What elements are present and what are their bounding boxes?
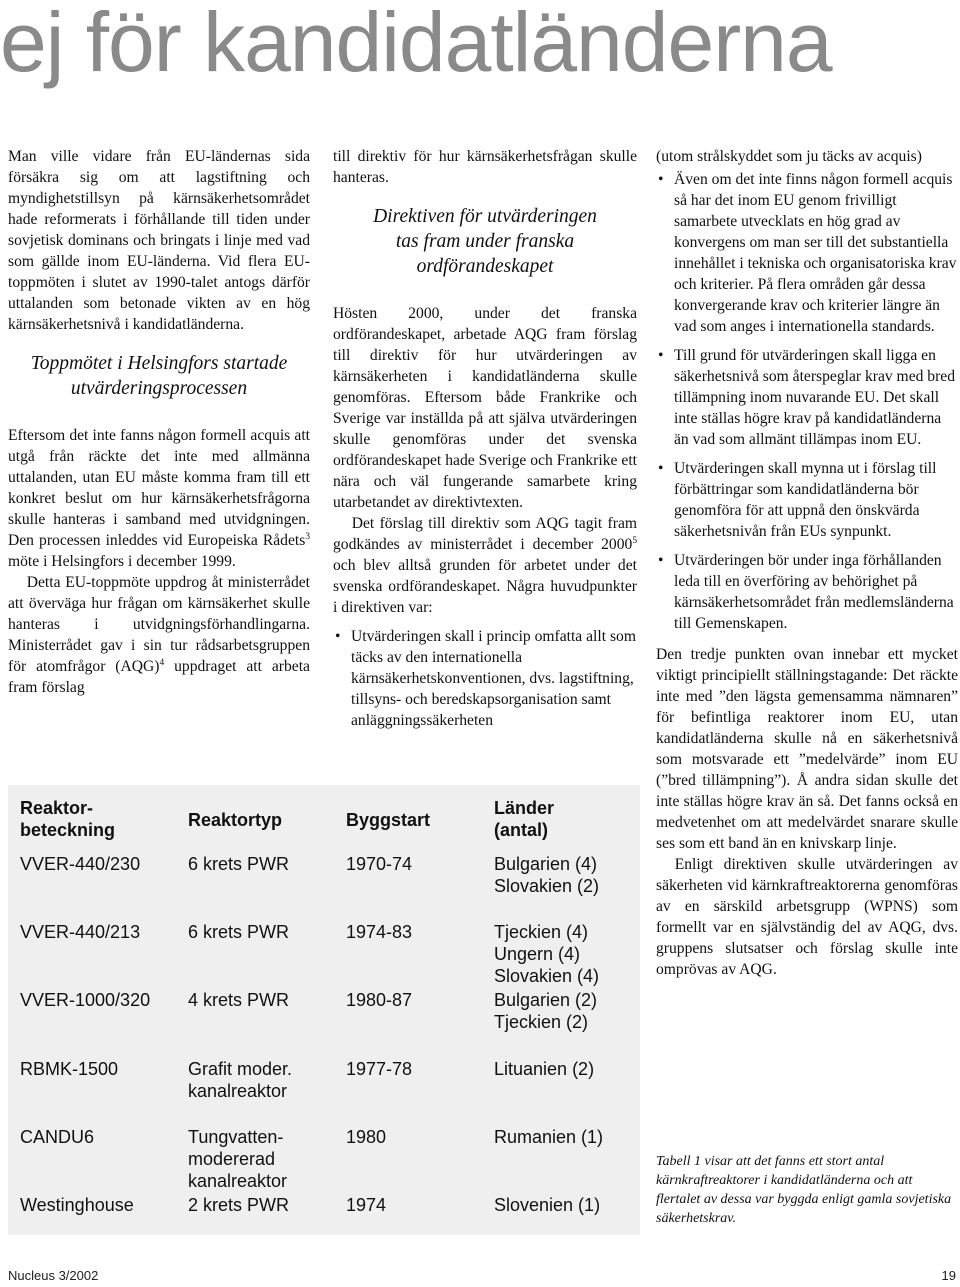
paragraph: till direktiv för hur kärnsäkerhetsfrågan skulle hanteras. — [333, 148, 637, 186]
section-heading — [333, 204, 637, 279]
footer-page-number: 19 — [941, 1268, 956, 1283]
table-cell-type — [188, 1126, 287, 1192]
text-column-3 — [656, 146, 958, 980]
header-line: (antal) — [494, 820, 548, 840]
country-line: Bulgarien (4) — [494, 854, 598, 874]
table-cell-start: 1974 — [346, 1195, 387, 1215]
heading-line: tas fram under franska — [395, 231, 575, 252]
table-cell-countries — [494, 853, 599, 897]
table-cell-countries — [494, 1194, 600, 1216]
paragraph: Hösten 2000, under det franska ordförandeskapet, arbetade AQG fram förslag till direktiv för hur utvärderingen av kärnsäkerheten i kandidatländerna skulle genomföras. Eftersom både Frankrike och Sverige var inställda på att själva utvärderingen skulle genomföras under det svenska ordförandeskapet hade Sverige och Frankrike ett nära och väl fungerande samarbete kring utarbetandet av direktivtexten. — [333, 305, 637, 511]
paragraph-text: Detta EU-toppmöte uppdrog åt ministerrådet att överväga hur frågan om kärnsäkerhet skulle hanteras i utvidgningsförhandlingarna. Ministerrådet gav i sin tur rådsarbetsgruppen för atomfrågor (AQG) — [8, 574, 310, 675]
type-line: Grafit moder. — [188, 1059, 293, 1079]
table-cell-type: 4 krets PWR — [188, 990, 290, 1010]
paragraph — [8, 425, 310, 572]
table-cell-countries — [494, 1126, 603, 1148]
reactor-table — [8, 785, 640, 1235]
table-cell-designation: CANDU6 — [20, 1127, 95, 1147]
type-line: kanalreaktor — [188, 1081, 288, 1101]
table-cell-designation: Westinghouse — [20, 1195, 134, 1215]
header-line: Reaktor- — [20, 798, 94, 818]
table-cell-countries — [494, 1058, 594, 1080]
table-cell-type: 2 krets PWR — [188, 1195, 290, 1215]
country-line: Tjeckien (2) — [494, 1012, 589, 1032]
country-line: Slovakien (4) — [494, 966, 600, 986]
paragraph-text: och blev alltså grunden för arbetet under det svenska ordförandeskapet. Några huvudpunkter i direktiven var: — [333, 557, 637, 616]
country-line: Lituanien (2) — [494, 1059, 595, 1079]
country-line: Slovenien (1) — [494, 1195, 601, 1215]
section-heading — [8, 351, 310, 401]
heading-line: utvärderingsprocessen — [70, 378, 248, 399]
paragraph-text: Eftersom det inte fanns någon formell acquis att utgå från räckte det inte med allmänna uttalanden, utan EU måste komma fram till ett konkret beslut om hur kärnsäkerhetsfrågorna skulle hanteras i samband med utvidgningen. Den processen inleddes vid Europeiska Rådets — [8, 427, 310, 549]
table-cell-start: 1970-74 — [346, 854, 413, 874]
footnote-ref: 3 — [305, 531, 310, 542]
paragraph: (utom strålskyddet som ju täcks av acquis) — [656, 148, 922, 165]
paragraph: Den tredje punkten ovan innebar ett mycket viktigt principiellt ställningstagande: Det räckte inte med ”den lägsta gemensamma nämnaren” för befintliga reaktorer inom EU, utan kandidatländerna skulle nå en säkerhetsnivå som motsvarade ett ”medelvärde” inom EU (”bred tillämpning”). Å andra sidan skulle det inte ställas högre krav än så. Det fanns också en medvetenhet om att medelvärdet snarare skulle ses som ett band än en knivskarp linje. — [656, 646, 958, 852]
table-cell-countries — [494, 921, 599, 987]
text-column-2 — [333, 146, 637, 741]
type-line: kanalreaktor — [188, 1171, 288, 1191]
header-line: Länder — [494, 798, 555, 818]
table-cell-designation: VVER-1000/320 — [20, 990, 151, 1010]
table-header-start: Byggstart — [346, 810, 431, 830]
heading-line: Direktiven för utvärderingen — [373, 206, 597, 227]
table-cell-type — [188, 1058, 292, 1102]
paragraph-text: uppdraget att arbeta fram förslag — [8, 658, 310, 696]
table-caption: Tabell 1 visar att det fanns ett stort antal kärnkraftreaktorer i kandidatländerna och att flertalet av dessa var byggda enligt gamla sovjetiska säkerhetskrav. — [656, 1154, 952, 1226]
type-line: Tungvatten- — [188, 1127, 284, 1147]
table-cell-start: 1977-78 — [346, 1059, 413, 1079]
bullet-item: • Utvärderingen bör under inga förhållanden leda till en överföring av behörighet på kärnsäkerhetsområdet från medlemsländerna till Gemenskapen. — [656, 550, 958, 634]
paragraph — [333, 513, 637, 618]
country-line: Rumanien (1) — [494, 1127, 604, 1147]
header-line: beteckning — [20, 820, 116, 840]
table-cell-designation: VVER-440/230 — [20, 854, 141, 874]
table-cell-type: 6 krets PWR — [188, 922, 290, 942]
country-line: Bulgarien (2) — [494, 990, 598, 1010]
bullet-list — [656, 169, 958, 634]
page-banner-title: ej för kandidatländerna — [0, 0, 832, 89]
paragraph: Enligt direktiven skulle utvärderingen av säkerheten vid kärnkraftreaktorerna genomföras av en särskild arbetsgrupp (WPNS) som formellt var en självständig del av AQG, dvs. gruppens slutsatser och förslag skulle inte omprövas av AQG. — [656, 856, 958, 978]
footnote-ref: 4 — [159, 657, 165, 668]
bullet-item: • Även om det inte finns någon formell acquis så har det inom EU genom frivilligt samarbete utvecklats en hög grad av konvergens om man ser till det substantiella innehållet i tekniska och organisatoriska krav och kriterier. På flera områden går dessa konvergerande krav och kriterier längre än vad som anges i internationella standards. — [656, 169, 958, 337]
table-cell-countries — [494, 989, 597, 1033]
text-column-1 — [8, 146, 310, 698]
table-cell-type: 6 krets PWR — [188, 854, 290, 874]
table-header-designation — [20, 797, 115, 841]
table-header-type: Reaktortyp — [188, 810, 283, 830]
paragraph: Man ville vidare från EU-ländernas sida försäkra sig om att lagstiftning och myndighetstillsyn på kärnsäkerhetsområdet hade reformerats i förhållande till tiden under sovjetisk dominans och bringats i linje med vad som gällde inom EU-länderna. Vid flera EU-toppmöten i slutet av 1990-talet antogs därför uttalanden som betonade vikten av en hög kärnsäkerhetsnivå i kandidatländerna. — [8, 148, 310, 333]
country-line: Slovakien (2) — [494, 876, 600, 896]
footnote-ref: 5 — [632, 535, 637, 546]
table-cell-start: 1980-87 — [346, 990, 413, 1010]
table-cell-designation: VVER-440/213 — [20, 922, 141, 942]
table-cell-start: 1974-83 — [346, 922, 413, 942]
table-cell-designation: RBMK-1500 — [20, 1059, 119, 1079]
paragraph-text: möte i Helsingfors i december 1999. — [8, 553, 236, 570]
bullet-item: • Till grund för utvärderingen skall ligga en säkerhetsnivå som återspeglar krav med bred tillämpning inom nuvarande EU. Det skall inte ställas högre krav på kandidatländerna än vad som allmänt tillämpas inom EU. — [656, 345, 958, 450]
heading-line: Toppmötet i Helsingfors startade — [30, 353, 288, 374]
table-header-countries — [494, 797, 554, 841]
country-line: Ungern (4) — [494, 944, 581, 964]
type-line: modererad — [188, 1149, 276, 1169]
bullet-item: • Utvärderingen skall mynna ut i förslag till förbättringar som kandidatländerna bör genomföra för att uppnå den önskvärda säkerhetsnivån från EUs synpunkt. — [656, 458, 958, 542]
paragraph-text: Det förslag till direktiv som AQG tagit fram godkändes av ministerrådet i december 2000 — [333, 515, 637, 553]
heading-line: ordförandeskapet — [416, 256, 554, 277]
table-cell-start: 1980 — [346, 1127, 387, 1147]
bullet-list — [333, 626, 637, 731]
country-line: Tjeckien (4) — [494, 922, 589, 942]
footer-publication: Nucleus 3/2002 — [8, 1268, 99, 1283]
bullet-item: • Utvärderingen skall i princip omfatta allt som täcks av den internationella kärnsäkerhetskonventionen, dvs. lagstiftning, tillsyns- och beredskapsorganisation samt anläggningssäkerheten — [333, 626, 637, 731]
paragraph — [8, 572, 310, 698]
